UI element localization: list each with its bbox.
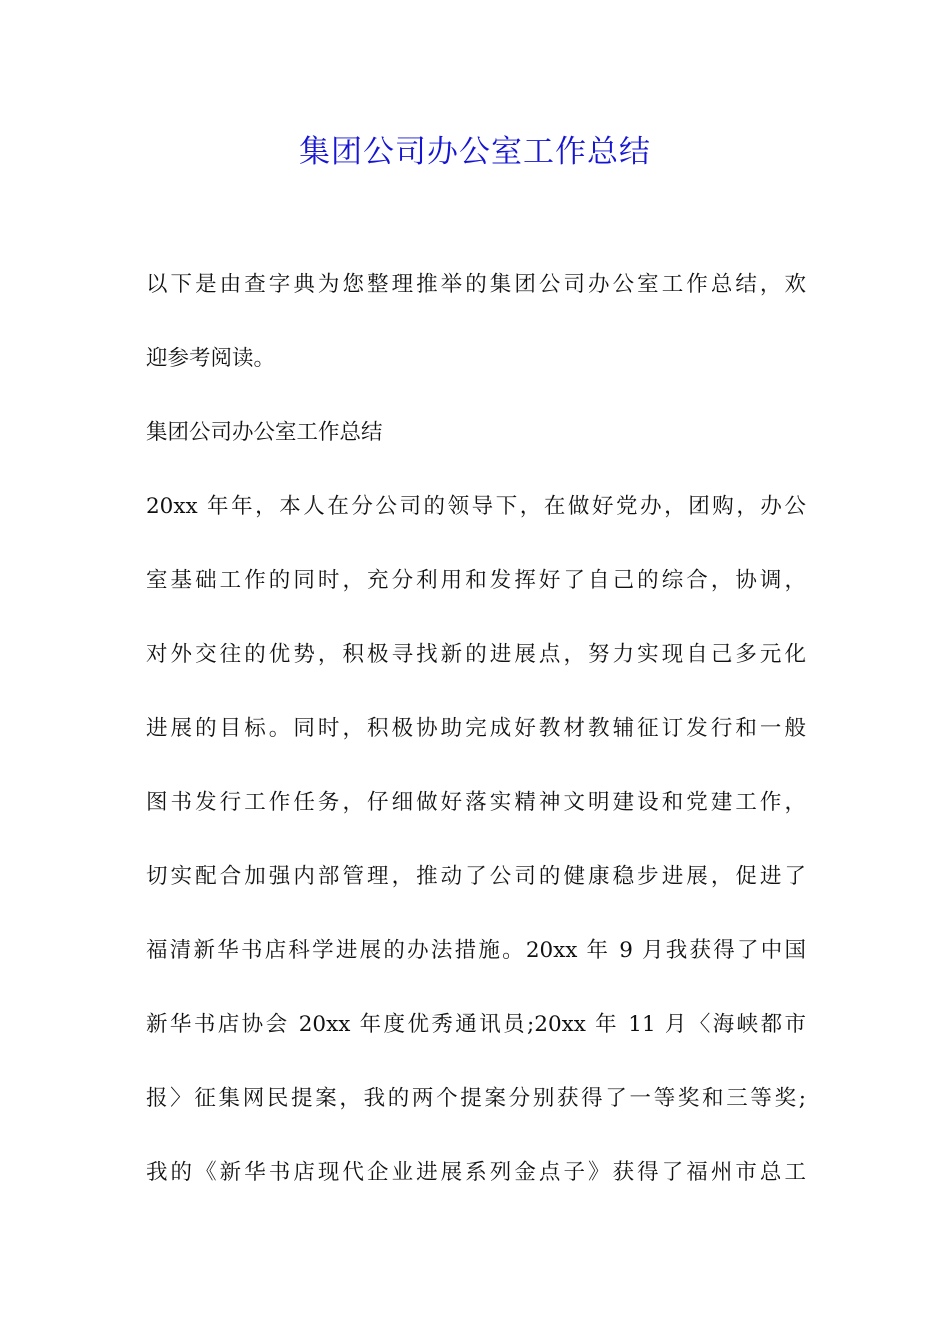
paragraph-line: 切实配合加强内部管理，推动了公司的健康稳步进展，促进了	[146, 864, 806, 889]
section-heading: 集团公司办公室工作总结	[146, 420, 383, 445]
paragraph-line: 室基础工作的同时，充分利用和发挥好了自己的综合，协调，	[146, 568, 806, 593]
paragraph-line: 我的《新华书店现代企业进展系列金点子》获得了福州市总工	[146, 1160, 806, 1185]
paragraph-line: 图书发行工作任务，仔细做好落实精神文明建设和党建工作，	[146, 790, 806, 815]
document-body	[146, 264, 806, 1226]
paragraph-line: 对外交往的优势，积极寻找新的进展点，努力实现自己多元化	[146, 642, 806, 667]
paragraph-line: 福清新华书店科学进展的办法措施。20xx 年 9 月我获得了中国	[146, 938, 806, 963]
paragraph-line: 迎参考阅读。	[146, 346, 276, 371]
paragraph-line: 新华书店协会 20xx 年度优秀通讯员;20xx 年 11 月〈海峡都市	[146, 1012, 806, 1037]
paragraph-line: 以下是由查字典为您整理推举的集团公司办公室工作总结，欢	[146, 272, 806, 297]
paragraph-line: 20xx 年年，本人在分公司的领导下，在做好党办，团购，办公	[146, 494, 806, 519]
document-title: 集团公司办公室工作总结	[299, 134, 651, 170]
paragraph-line: 进展的目标。同时，积极协助完成好教材教辅征订发行和一般	[146, 716, 806, 741]
paragraph-line: 报〉征集网民提案，我的两个提案分别获得了一等奖和三等奖;	[146, 1086, 806, 1111]
